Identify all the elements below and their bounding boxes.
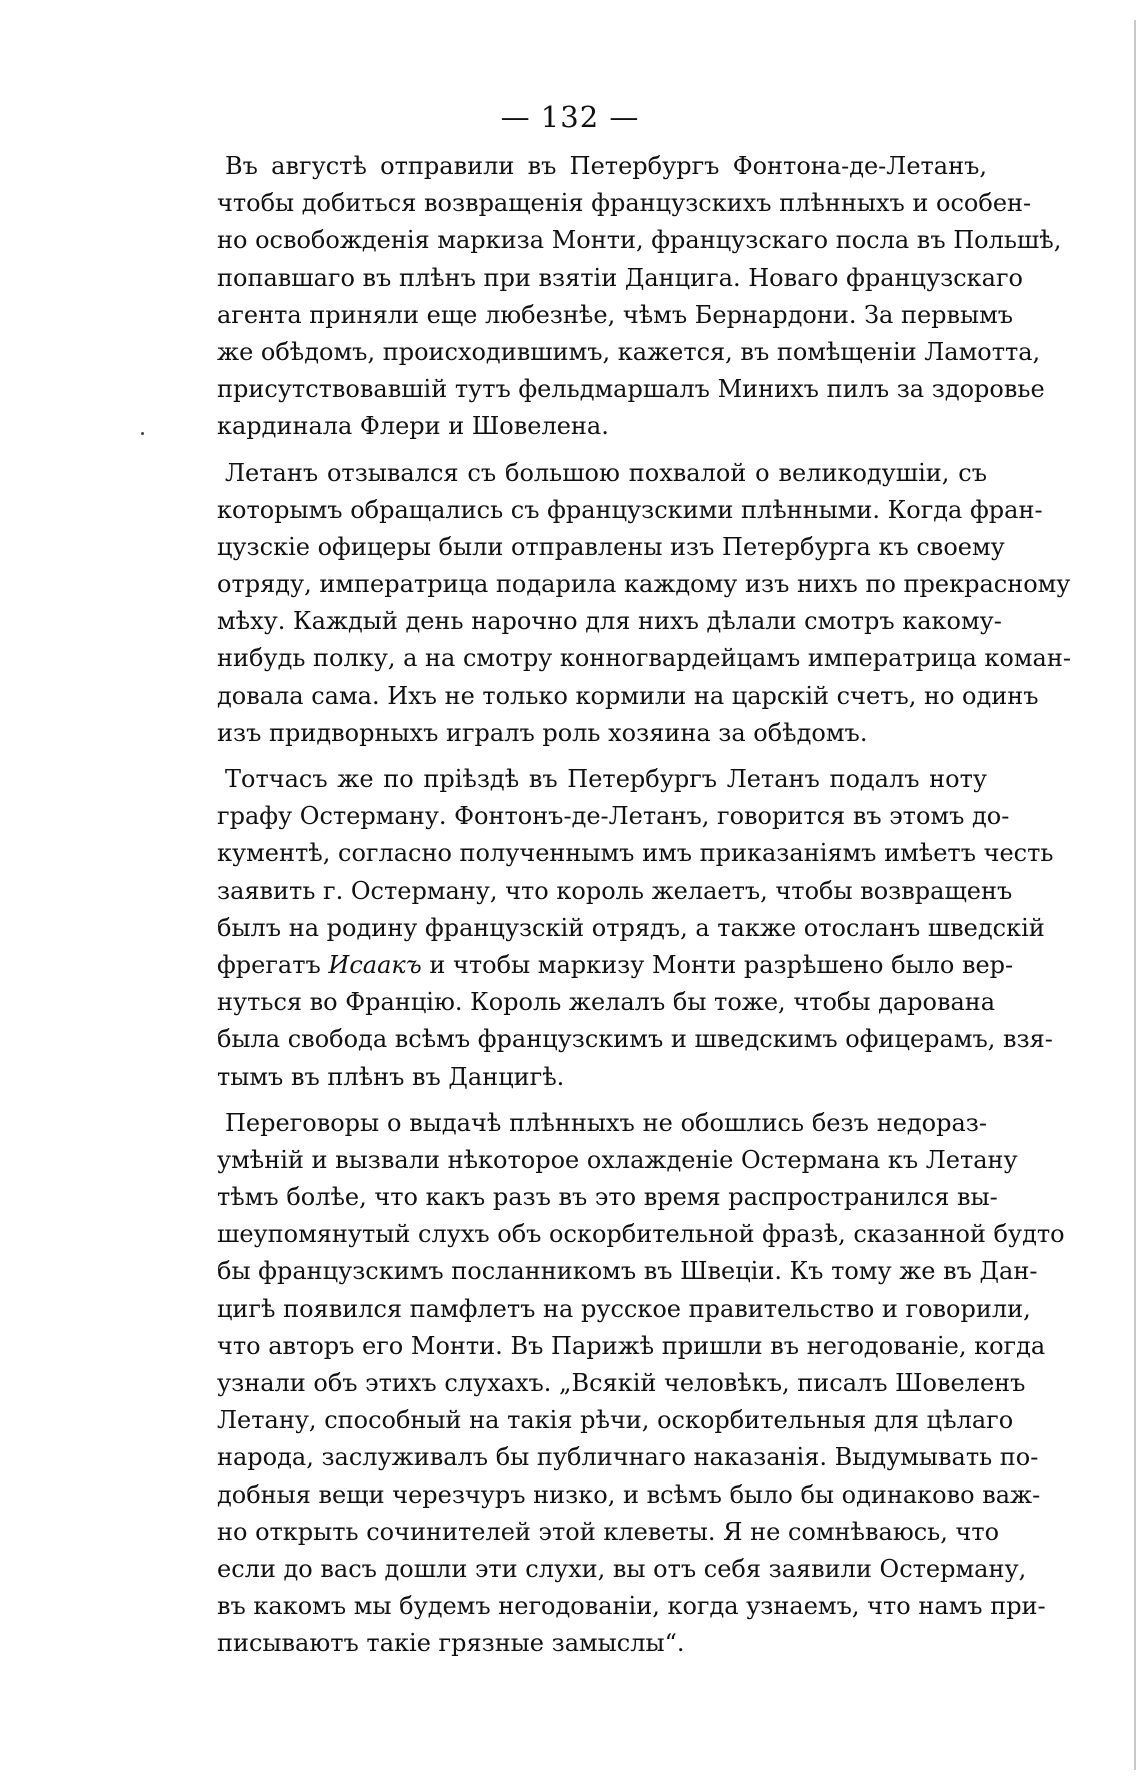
page-edge-line (1134, 20, 1136, 1770)
text-line: графу Остерману. Фонтонъ-де-Летанъ, говорится въ этомъ до- (217, 802, 1010, 831)
text-line: которымъ обращались съ французскими плѣнными. Когда фран- (217, 495, 1043, 524)
text-line: если до васъ дошли эти слухи, вы отъ себя заявили Остерману, (217, 1554, 1027, 1583)
text-line: тымъ въ плѣнъ въ Данцигѣ. (217, 1062, 565, 1091)
text-line: кардинала Флери и Шовелена. (217, 412, 609, 441)
text-line: узнали объ этихъ слухахъ. „Всякій человѣкъ, писалъ Шовеленъ (217, 1369, 1026, 1397)
paragraph (217, 1105, 1065, 1663)
text-line: же обѣдомъ, происходившимъ, кажется, въ помѣщеніи Ламотта, (217, 337, 1041, 366)
paragraph-gap (217, 1096, 987, 1105)
text-line: нуться во Францію. Король желалъ бы тоже, чтобы дарована (217, 988, 996, 1017)
text-line: агента приняли еще любезнѣе, чѣмъ Бернардони. За первымъ (217, 300, 1014, 329)
text-line: бы французскимъ посланникомъ въ Швеціи. Къ тому же въ Дан- (217, 1257, 1038, 1286)
page-number: — 132 — (500, 100, 640, 134)
text-line: но открыть сочинителей этой клеветы. Я не сомнѣваюсь, что (217, 1517, 1000, 1546)
text-line: изъ придворныхъ игралъ роль хозяина за обѣдомъ. (217, 718, 868, 747)
text-line: заявить г. Остерману, что король желаетъ, чтобы возвращенъ (217, 876, 1013, 905)
text-line: Въ августѣ отправили въ Петербургъ Фонтона-де-Летанъ, (225, 152, 987, 180)
text-line: шеупомянутый слухъ объ оскорбительной фразѣ, сказанной будто (217, 1220, 1065, 1249)
paragraph (217, 148, 1062, 446)
body-text (217, 148, 1071, 1663)
text-line: нибудь полку, а на смотру конногвардейцамъ императрица коман- (217, 644, 1071, 673)
text-line: довала сама. Ихъ не только кормили на царскій счетъ, но одинъ (217, 681, 1039, 710)
stray-ink-mark (141, 432, 144, 435)
text-line: цузскіе офицеры были отправлены изъ Петербурга къ своему (217, 532, 1005, 561)
text-line: присутствовавшій тутъ фельдмаршалъ Минихъ пилъ за здоровье (217, 375, 1045, 404)
italic-ship-name: Исаакъ (328, 950, 422, 979)
text-line: Летану, способный на такія рѣчи, оскорбительныя для цѣлаго (217, 1406, 1014, 1435)
text-line: народа, заслуживалъ бы публичнаго наказанія. Выдумывать по- (217, 1443, 1039, 1472)
text-line: что авторъ его Монти. Въ Парижѣ пришли въ негодованіе, когда (217, 1331, 1046, 1360)
text-line: умѣній и вызвали нѣкоторое охлажденіе Остермана къ Летану (217, 1145, 1018, 1174)
text-line: въ какомъ мы будемъ негодованіи, когда узнаемъ, что намъ при- (217, 1592, 1046, 1621)
text-line: Тотчасъ же по пріѣздѣ въ Петербургъ Летанъ подалъ ноту (225, 765, 987, 793)
text-line: тѣмъ болѣе, что какъ разъ въ это время распространился вы- (217, 1183, 998, 1212)
text-line: Переговоры о выдачѣ плѣнныхъ не обошлись безъ недораз- (225, 1108, 987, 1137)
text-line: кументѣ, согласно полученнымъ имъ приказаніямъ имѣетъ честь (217, 839, 1054, 868)
paragraph (217, 761, 1054, 1096)
text-line: фрегатъ Исаакъ и чтобы маркизу Монти разрѣшено было вер- (217, 950, 1014, 979)
text-line: цигѣ появился памфлетъ на русское правительство и говорили, (217, 1294, 1031, 1323)
text-line: отряду, императрица подарила каждому изъ нихъ по прекрасному (217, 570, 1071, 599)
text-line: былъ на родину французскій отрядъ, а также отосланъ шведскій (217, 913, 1045, 942)
text-line: была свобода всѣмъ французскимъ и шведскимъ офицерамъ, взя- (217, 1025, 1053, 1054)
paragraph (217, 455, 1071, 753)
text-line: мѣху. Каждый день нарочно для нихъ дѣлали смотръ какому- (217, 607, 1002, 636)
text-line: добныя вещи черезчуръ низко, и всѣмъ было бы одинаково важ- (217, 1480, 1041, 1509)
text-line: Летанъ отзывался съ большою похвалой о великодушіи, съ (225, 458, 987, 487)
text-line: писываютъ такіе грязные замыслы“. (217, 1629, 685, 1658)
paragraph-gap (217, 446, 987, 455)
text-line: но освобожденія маркиза Монти, французскаго посла въ Польшѣ, (217, 226, 1062, 255)
text-line: чтобы добиться возвращенія французскихъ плѣнныхъ и особен- (217, 189, 1032, 218)
text-line: попавшаго въ плѣнъ при взятіи Данцига. Новаго французскаго (217, 263, 1023, 292)
paragraph-gap (217, 752, 987, 761)
